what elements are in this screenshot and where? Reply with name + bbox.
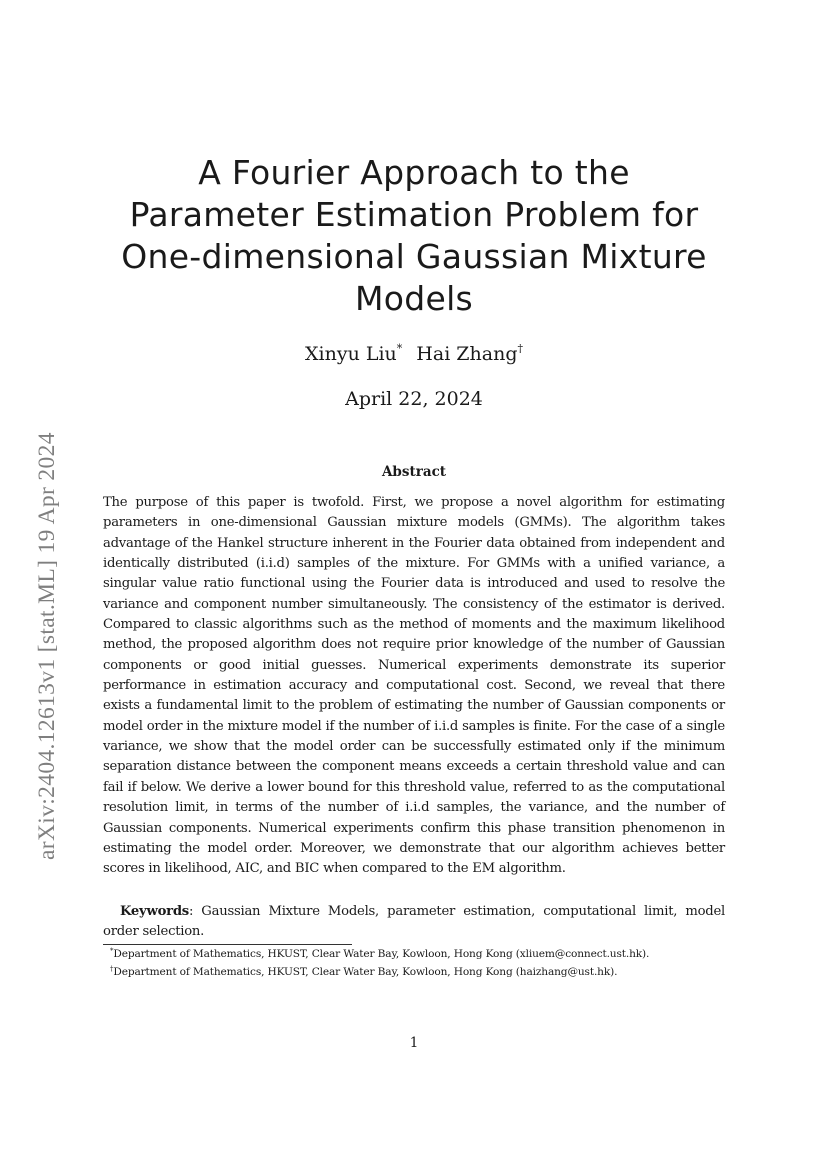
footnote-mark: * xyxy=(110,947,114,955)
footnote xyxy=(110,966,750,978)
author-name: Hai Zhang xyxy=(416,343,518,365)
arxiv-identifier-stamp[interactable]: arXiv:2404.12613v1 [stat.ML] 19 Apr 2024 xyxy=(34,432,60,860)
author-footnote-mark[interactable]: † xyxy=(517,342,523,355)
paper-date: April 22, 2024 xyxy=(345,388,483,410)
author-footnote-mark[interactable]: * xyxy=(396,342,403,355)
keywords-text: : Gaussian Mixture Models, parameter estimation, computational limit, model order selection. xyxy=(103,904,725,940)
title-line: Parameter Estimation Problem for xyxy=(129,195,699,234)
footnote xyxy=(110,948,750,960)
footnote-text: Department of Mathematics, HKUST, Clear Water Bay, Kowloon, Hong Kong (haizhang@ust.hk). xyxy=(113,966,618,978)
footnote-mark: † xyxy=(110,965,114,973)
footnote-text: Department of Mathematics, HKUST, Clear Water Bay, Kowloon, Hong Kong (xliuem@connect.ust.hk). xyxy=(113,948,650,960)
author-name: Xinyu Liu xyxy=(305,343,397,365)
abstract-text: The purpose of this paper is twofold. First, we propose a novel algorithm for estimating parameters in one-dimensional Gaussian mixture models (GMMs). The algorithm takes advantage of the Hankel structure inherent in the Fourier data obtained from independent and identically distributed (i.i.d) samples of the mixture. For GMMs with a unified variance, a singular value ratio functional using the Fourier data is introduced and used to resolve the variance and component number simultaneously. The consistency of the estimator is derived. Compared to classic algorithms such as the method of moments and the maximum likelihood method, the proposed algorithm does not require prior knowledge of the number of Gaussian components or good initial guesses. Numerical experiments demonstrate its superior performance in estimation accuracy and computational cost. Second, we reveal that there exists a fundamental limit to the problem of estimating the number of Gaussian components or model order in the mixture model if the number of i.i.d samples is finite. For the case of a single variance, we show that the model order can be successfully estimated only if the minimum separation distance between the component means exceeds a certain threshold value and can fail if below. We derive a lower bound for this threshold value, referred to as the computational resolution limit, in terms of the number of i.i.d samples, the variance, and the number of Gaussian components. Numerical experiments confirm this phase transition phenomenon in estimating the model order. Moreover, we demonstrate that our algorithm achieves better scores in likelihood, AIC, and BIC when compared to the EM algorithm. xyxy=(103,495,725,877)
title-line: Models xyxy=(354,279,474,318)
keywords-label: Keywords xyxy=(120,904,189,919)
title-line: A Fourier Approach to the xyxy=(198,153,630,192)
paper-title xyxy=(100,152,728,320)
abstract-heading: Abstract xyxy=(381,464,447,480)
page-number: 1 xyxy=(409,1035,419,1051)
author-list xyxy=(100,343,728,365)
title-line: One-dimensional Gaussian Mixture xyxy=(121,237,707,276)
keywords-paragraph xyxy=(103,902,725,943)
footnote-divider xyxy=(103,944,352,945)
